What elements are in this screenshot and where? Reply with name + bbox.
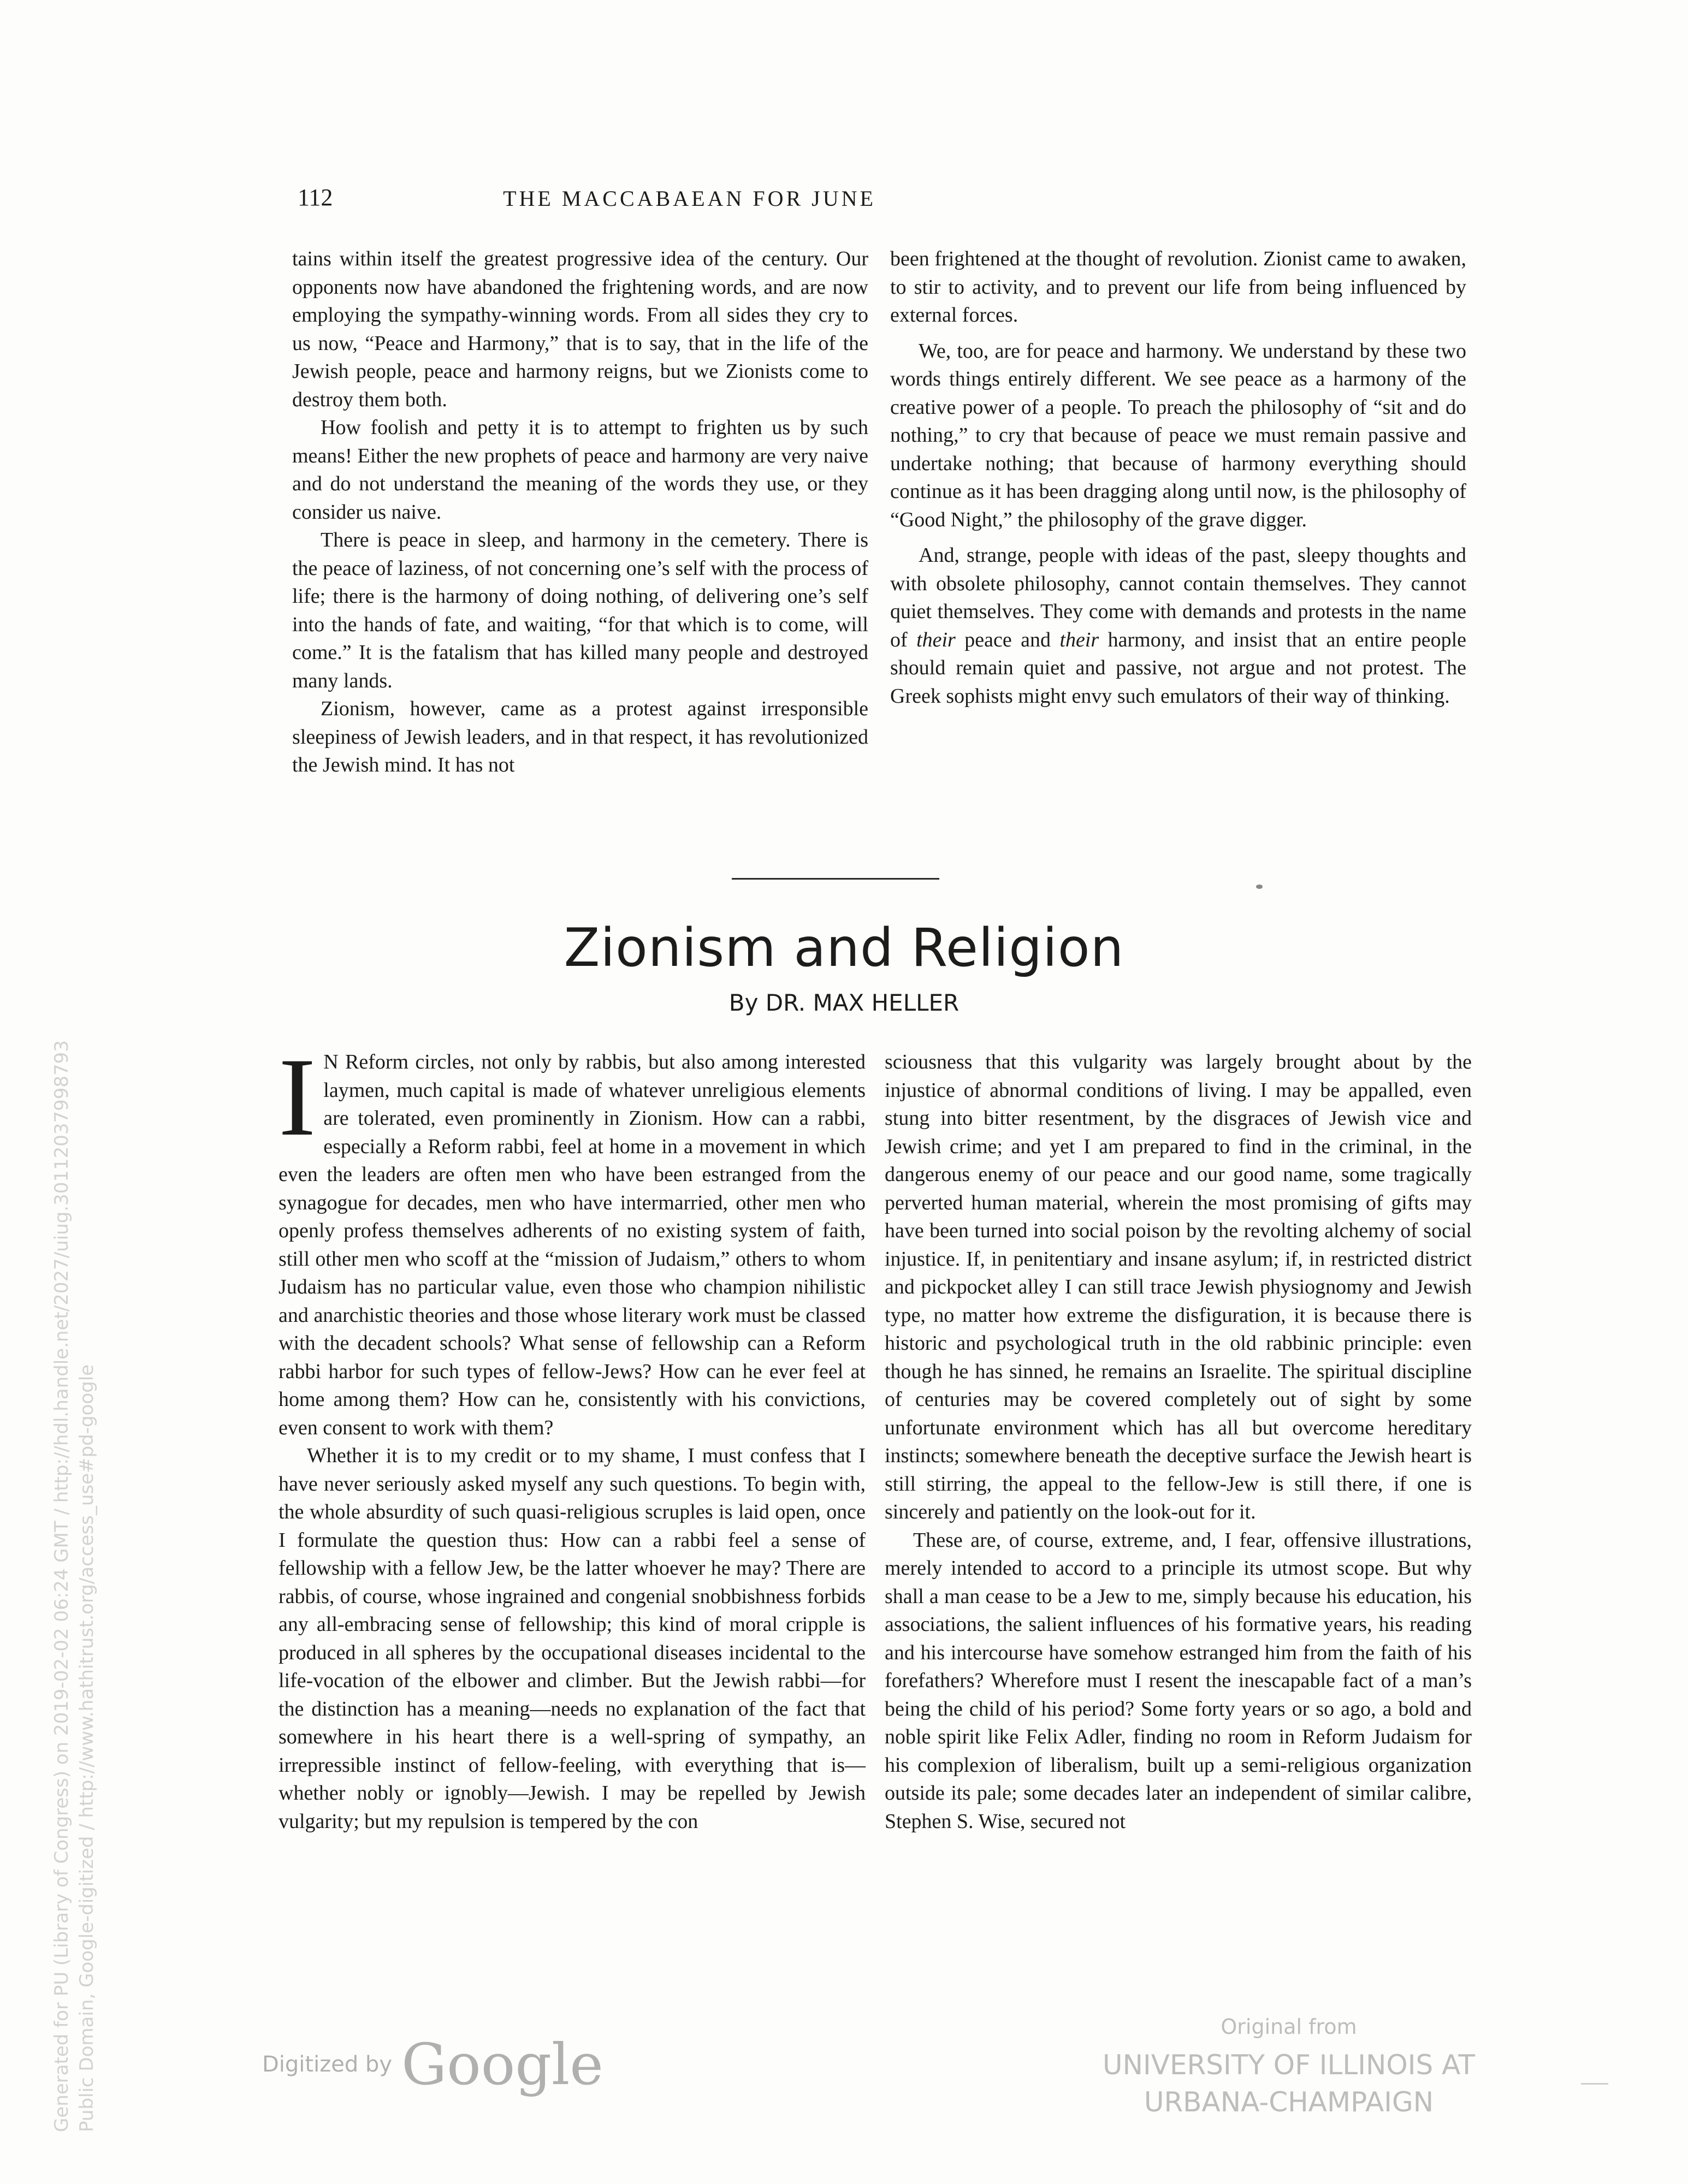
paragraph — [890, 542, 1466, 710]
top-right-column — [890, 245, 1466, 710]
paragraph: Whether it is to my credit or to my shame, I must confess that I have never seriously asked myself any such questions. To begin with, the whole absurdity of such quasi-religious scruples is laid open, once I formulate the question thus: How can a rabbi feel a sense of fellowship with a fellow Jew, be the latter whoever he may? There are rabbis, of course, whose ingrained and congenial snobbishness forbids any all-embracing sense of fellowship; this kind of moral cripple is produced in all spheres by the occupational diseases incidental to the life-vocation of the elbower and climber. But the Jewish rabbi—for the distinction has a meaning—needs no explanation of the fact that somewhere in his heart there is a well-spring of sympathy, an irrepressible instinct of fellow-feeling, with everything that is—whether nobly or ignobly—Jewish. I may be repelled by Jewish vulgarity; but my repulsion is tempered by the con — [279, 1444, 866, 1833]
institution-line-1: UNIVERSITY OF ILLINOIS AT — [1103, 2049, 1475, 2081]
page-header — [292, 183, 1087, 216]
article-right-column — [885, 1048, 1472, 1836]
text-span: harmony, and insist that an entire people should remain quiet and passive, not argue and not protest. The Greek sophists might envy such emulators of their way of thinking. — [890, 628, 1466, 708]
original-source — [1054, 2015, 1524, 2121]
text-span: peace and — [955, 628, 1060, 651]
paragraph: been frightened at the thought of revolution. Zionist came to awaken, to stir to activity, and to prevent our life from being influenced by external forces. — [890, 247, 1466, 327]
side-watermark — [49, 1040, 99, 2132]
text-span: And, strange, people with ideas of the past, sleepy thoughts and with obsolete philosophy, cannot contain themselves. They cannot quiet themselves. They come with demands and protests in the name of — [890, 544, 1466, 651]
paragraph — [279, 1035, 866, 1442]
page-number: 112 — [298, 184, 333, 211]
watermark-line-1: Generated for PU (Library of Congress) on 2019-02-02 06:24 GMT / http://hdl.handle.net/2027/uiug.30112037998793 — [51, 1040, 73, 2132]
scan-speck — [1256, 885, 1263, 889]
watermark-line-2: Public Domain, Google-digitized / http://www.hathitrust.org/access_use#pd-google — [76, 1364, 98, 2132]
digitized-by-badge — [262, 2031, 603, 2098]
paragraph: tains within itself the greatest progressive idea of the century. Our opponents now have abandoned the frightening words, and are now employing the sympathy-winning words. From all sides they cry to us now, “Peace and Harmony,” that is to say, that in the life of the Jewish people, peace and harmony reigns, but we Zionists come to destroy them both. — [292, 247, 868, 411]
digitized-by-label: Digitized by — [262, 2052, 392, 2077]
paragraph: How foolish and petty it is to attempt to frighten us by such means! Either the new prophets of peace and harmony are very naive and do not understand the meaning of the words they use, or they consider us naive. — [292, 416, 868, 524]
drop-cap: I — [279, 1035, 316, 1159]
paragraph: sciousness that this vulgarity was largely brought about by the injustice of abnormal conditions of living. I may be appalled, even stung into bitter resentment, by the disgraces of Jewish vice and Jewish crime; and yet I am prepared to find in the criminal, in the dangerous enemy of our peace and our good name, some tragically perverted human material, wherein the most promising of gifts may have been turned into social poison by the revolting alchemy of social injustice. If, in penitentiary and insane asylum; if, in restricted district and pickpocket alley I can still trace Jewish physiognomy and Jewish type, no matter how extreme the disfiguration, it is because there is historic and psychological truth in the old rabbinic principle: even though he has sinned, he remains an Israelite. The spiritual discipline of centuries may be covered completely out of sight by some unfortunate environment which has all but overcome hereditary instincts; somewhere beneath the deceptive surface the Jewish heart is still stirring, the appeal to the fellow-Jew is still there, if one is sincerely and patiently on the look-out for it. — [885, 1051, 1472, 1523]
article-title: Zionism and Religion — [564, 917, 1124, 978]
paragraph: Zionism, however, came as a protest against irresponsible sleepiness of Jewish leaders, and in that respect, it has revolutionized the Jewish mind. It has not — [292, 697, 868, 776]
original-from-label: Original from — [1221, 2015, 1357, 2039]
google-logo: Google — [401, 2031, 603, 2098]
scan-mark — [1581, 2083, 1608, 2085]
article-left-column — [279, 1035, 866, 1836]
paragraph: There is peace in sleep, and harmony in the cemetery. There is the peace of laziness, of not concerning one’s self with the process of life; there is the harmony of doing nothing, of delivering one’s self into the hands of fate, and waiting, “for that which is to come, will come.” It is the fatalism that has killed many people and destroyed many lands. — [292, 529, 868, 692]
paragraph: These are, of course, extreme, and, I fear, offensive illustrations, merely intended to accord to a principle its utmost scope. But why shall a man cease to be a Jew to me, simply because his education, his associations, the salient influences of his formative years, his reading and his intercourse have somehow estranged him from the faith of his forefathers? Wherefore must I resent the inescapable fact of a man’s being the child of his period? Some forty years or so ago, a bold and noble spirit like Felix Adler, finding no room in Reform Judaism for his complexion of liberalism, built up a semi-religious organization outside its pale; some decades later an independent of similar calibre, Stephen S. Wise, secured not — [885, 1528, 1472, 1833]
paragraph: We, too, are for peace and harmony. We understand by these two words things entirely different. We see peace as a harmony of the creative power of a people. To preach the philosophy of “sit and do nothing,” to cry that because of peace we must remain passive and undertake nothing; that because of harmony everything should continue as it has been dragging along until now, is the philosophy of “Good Night,” the philosophy of the grave digger. — [890, 339, 1466, 531]
top-left-column — [292, 245, 868, 780]
text-span: N Reform circles, not only by rabbis, but also among interested laymen, much capital is made of whatever unreligious elements are tolerated, even prominently in Zionism. How can a rabbi, especially a Reform rabbi, feel at home in a movement in which even the leaders are often men who have been estranged from the synagogue for decades, men who have intermarried, other men who openly profess themselves adherents of no existing system of faith, still other men who scoff at the “mission of Judaism,” others to whom Judaism has no particular value, even those who champion nihilistic and anarchistic theories and those whose literary work must be classed with the decadent schools? What sense of fellowship can a Reform rabbi harbor for such types of fellow-Jews? How can he ever feel at home among them? How can he, consistently with his convictions, even consent to work with them? — [279, 1051, 866, 1439]
emphasis: their — [1059, 628, 1099, 651]
running-title: THE MACCABAEAN FOR JUNE — [503, 186, 876, 211]
institution-line-2: URBANA-CHAMPAIGN — [1144, 2086, 1434, 2118]
article-byline: By DR. MAX HELLER — [728, 989, 960, 1016]
emphasis: their — [916, 628, 956, 651]
section-divider — [732, 878, 939, 880]
